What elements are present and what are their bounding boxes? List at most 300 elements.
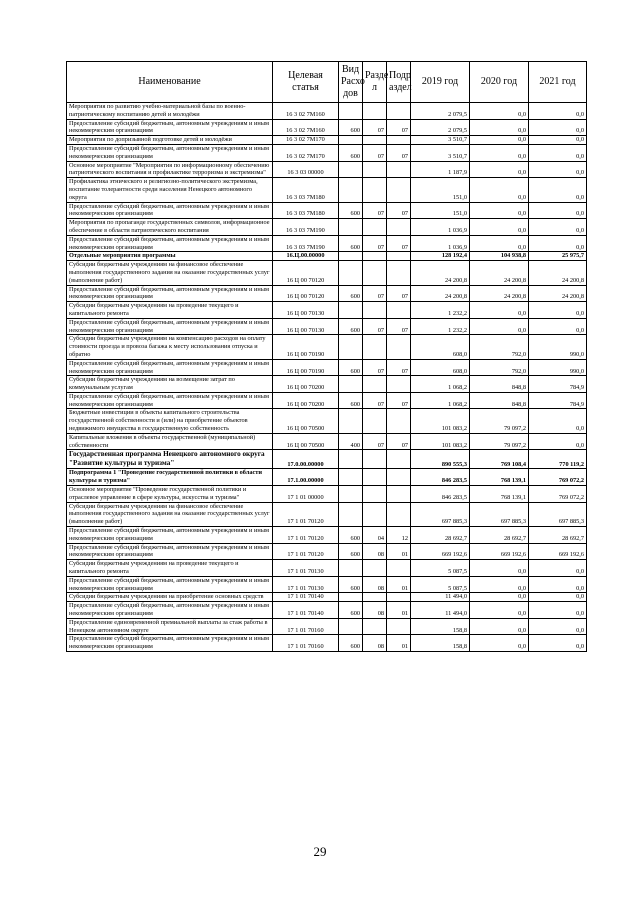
amount-2020-cell: 0,0	[470, 593, 529, 602]
budget-table	[66, 61, 587, 652]
amount-2019-cell: 158,8	[411, 635, 470, 652]
amount-2021-cell: 0,0	[529, 219, 587, 236]
budget-table-container	[66, 61, 586, 652]
row-name-cell: Субсидии бюджетным учреждениям на финансовое обеспечение выполнения государственного задания на оказание государственных услуг (выполнение работ)	[67, 502, 273, 526]
expense-type-cell: 600	[339, 318, 363, 335]
table-row	[67, 502, 587, 526]
subsection-cell: 12	[387, 527, 411, 544]
amount-2021-cell: 769 072,2	[529, 469, 587, 486]
expense-type-cell: 600	[339, 202, 363, 219]
table-row	[67, 543, 587, 560]
subsection-cell: 07	[387, 433, 411, 450]
amount-2019-cell: 11 494,0	[411, 602, 470, 619]
amount-2021-cell: 24 200,8	[529, 285, 587, 302]
amount-2021-cell: 770 119,2	[529, 450, 587, 469]
table-row	[67, 252, 587, 261]
table-row	[67, 261, 587, 285]
row-name-cell: Предоставление единовременной премиальной выплаты за стаж работы в Ненецком автономном округе	[67, 618, 273, 635]
table-row	[67, 593, 587, 602]
amount-2019-cell: 128 192,4	[411, 252, 470, 261]
table-row	[67, 486, 587, 503]
expense-type-cell	[339, 261, 363, 285]
amount-2019-cell: 151,0	[411, 178, 470, 202]
expense-type-cell	[339, 302, 363, 319]
row-name-cell: Капитальные вложения в объекты государственной (муниципальной) собственности	[67, 433, 273, 450]
amount-2021-cell: 0,0	[529, 602, 587, 619]
amount-2020-cell: 0,0	[470, 178, 529, 202]
target-article-cell: 17 1 01 70160	[273, 618, 339, 635]
expense-type-cell: 600	[339, 359, 363, 376]
row-name-cell: Предоставление субсидий бюджетным, автономным учреждениям и иным некоммерческим организациям	[67, 359, 273, 376]
expense-type-cell	[339, 502, 363, 526]
expense-type-cell	[339, 409, 363, 433]
row-name-cell: Субсидии бюджетным учреждениям на финансовое обеспечение выполнения государственного задания на оказание государственных услуг (выполнение работ)	[67, 261, 273, 285]
amount-2021-cell: 669 192,6	[529, 543, 587, 560]
table-row	[67, 602, 587, 619]
amount-2021-cell: 0,0	[529, 178, 587, 202]
subsection-cell	[387, 103, 411, 120]
amount-2019-cell: 158,8	[411, 618, 470, 635]
subsection-cell: 01	[387, 543, 411, 560]
amount-2020-cell: 768 139,1	[470, 469, 529, 486]
expense-type-cell: 600	[339, 635, 363, 652]
amount-2020-cell: 792,0	[470, 335, 529, 359]
target-article-cell: 16 Ц 00 70190	[273, 335, 339, 359]
header-year-2021: 2021 год	[529, 62, 587, 103]
expense-type-cell: 600	[339, 285, 363, 302]
expense-type-cell	[339, 252, 363, 261]
amount-2019-cell: 101 083,2	[411, 409, 470, 433]
header-target-article: Целевая статья	[273, 62, 339, 103]
target-article-cell: 16 3 03 7М180	[273, 178, 339, 202]
amount-2019-cell: 697 885,3	[411, 502, 470, 526]
section-cell	[363, 161, 387, 178]
expense-type-cell	[339, 219, 363, 236]
amount-2020-cell: 0,0	[470, 302, 529, 319]
section-cell: 07	[363, 285, 387, 302]
target-article-cell: 17 1 01 70130	[273, 560, 339, 577]
row-name-cell: Субсидии бюджетным учреждениям на проведение текущего и капитального ремонта	[67, 560, 273, 577]
amount-2020-cell: 0,0	[470, 235, 529, 252]
section-cell: 07	[363, 144, 387, 161]
amount-2021-cell: 0,0	[529, 318, 587, 335]
amount-2019-cell: 28 692,7	[411, 527, 470, 544]
amount-2021-cell: 0,0	[529, 433, 587, 450]
table-row	[67, 576, 587, 593]
expense-type-cell: 600	[339, 144, 363, 161]
expense-type-cell	[339, 178, 363, 202]
amount-2021-cell: 697 885,3	[529, 502, 587, 526]
row-name-cell: Предоставление субсидий бюджетным, автономным учреждениям и иным некоммерческим организациям	[67, 392, 273, 409]
row-name-cell: Государственная программа Ненецкого автономного округа "Развитие культуры и туризма"	[67, 450, 273, 469]
amount-2021-cell: 0,0	[529, 593, 587, 602]
target-article-cell: 16 3 02 7М170	[273, 136, 339, 145]
amount-2020-cell: 768 139,1	[470, 486, 529, 503]
target-article-cell: 16 3 03 7М180	[273, 202, 339, 219]
row-name-cell: Профилактика этнического и религиозно-политического экстремизма, воспитание толерантности среди населения Ненецкого автономного округа	[67, 178, 273, 202]
subsection-cell: 07	[387, 392, 411, 409]
section-cell: 07	[363, 392, 387, 409]
table-row	[67, 392, 587, 409]
section-cell: 07	[363, 202, 387, 219]
amount-2021-cell: 24 200,8	[529, 261, 587, 285]
row-name-cell: Предоставление субсидий бюджетным, автономным учреждениям и иным некоммерческим организациям	[67, 119, 273, 136]
subsection-cell	[387, 593, 411, 602]
amount-2020-cell: 28 692,7	[470, 527, 529, 544]
expense-type-cell: 600	[339, 602, 363, 619]
amount-2020-cell: 0,0	[470, 318, 529, 335]
expense-type-cell: 600	[339, 235, 363, 252]
section-cell: 08	[363, 602, 387, 619]
amount-2020-cell: 697 885,3	[470, 502, 529, 526]
subsection-cell	[387, 376, 411, 393]
amount-2020-cell: 792,0	[470, 359, 529, 376]
table-row	[67, 469, 587, 486]
row-name-cell: Отдельные мероприятия программы	[67, 252, 273, 261]
amount-2020-cell: 669 192,6	[470, 543, 529, 560]
row-name-cell: Мероприятия по пропаганде государственных символов, информационное обеспечение в области патриотического воспитания	[67, 219, 273, 236]
expense-type-cell	[339, 593, 363, 602]
amount-2019-cell: 24 200,8	[411, 261, 470, 285]
amount-2019-cell: 608,0	[411, 359, 470, 376]
amount-2019-cell: 5 087,5	[411, 560, 470, 577]
subsection-cell	[387, 252, 411, 261]
section-cell	[363, 593, 387, 602]
target-article-cell: 17 1 01 70140	[273, 602, 339, 619]
amount-2021-cell: 25 975,7	[529, 252, 587, 261]
header-expense-type: Вид Расхо дов	[339, 62, 363, 103]
amount-2021-cell: 0,0	[529, 235, 587, 252]
table-row	[67, 409, 587, 433]
target-article-cell: 17 1 01 70120	[273, 502, 339, 526]
amount-2019-cell: 890 555,3	[411, 450, 470, 469]
subsection-cell: 07	[387, 318, 411, 335]
amount-2020-cell: 0,0	[470, 161, 529, 178]
section-cell	[363, 335, 387, 359]
subsection-cell	[387, 409, 411, 433]
target-article-cell: 16 Ц 00 70190	[273, 359, 339, 376]
section-cell	[363, 136, 387, 145]
section-cell: 07	[363, 359, 387, 376]
section-cell	[363, 302, 387, 319]
expense-type-cell	[339, 560, 363, 577]
target-article-cell: 17 1 01 70130	[273, 576, 339, 593]
table-row	[67, 144, 587, 161]
target-article-cell: 16 Ц 00 70200	[273, 392, 339, 409]
header-year-2019: 2019 год	[411, 62, 470, 103]
amount-2019-cell: 2 079,5	[411, 119, 470, 136]
subsection-cell: 07	[387, 235, 411, 252]
table-row	[67, 359, 587, 376]
row-name-cell: Предоставление субсидий бюджетным, автономным учреждениям и иным некоммерческим организациям	[67, 602, 273, 619]
amount-2021-cell: 990,0	[529, 335, 587, 359]
subsection-cell: 07	[387, 285, 411, 302]
expense-type-cell	[339, 618, 363, 635]
expense-type-cell: 600	[339, 119, 363, 136]
amount-2020-cell: 769 108,4	[470, 450, 529, 469]
row-name-cell: Предоставление субсидий бюджетным, автономным учреждениям и иным некоммерческим организациям	[67, 235, 273, 252]
expense-type-cell	[339, 469, 363, 486]
amount-2019-cell: 1 187,9	[411, 161, 470, 178]
amount-2019-cell: 846 283,5	[411, 469, 470, 486]
section-cell	[363, 103, 387, 120]
expense-type-cell	[339, 335, 363, 359]
subsection-cell	[387, 261, 411, 285]
amount-2021-cell: 0,0	[529, 560, 587, 577]
amount-2019-cell: 1 232,2	[411, 318, 470, 335]
amount-2021-cell: 990,0	[529, 359, 587, 376]
target-article-cell: 16.Ц.00.00000	[273, 252, 339, 261]
amount-2019-cell: 1 036,9	[411, 235, 470, 252]
target-article-cell: 16 3 03 00000	[273, 161, 339, 178]
subsection-cell	[387, 502, 411, 526]
amount-2019-cell: 101 083,2	[411, 433, 470, 450]
expense-type-cell	[339, 450, 363, 469]
target-article-cell: 17 1 01 70140	[273, 593, 339, 602]
amount-2021-cell: 0,0	[529, 103, 587, 120]
target-article-cell: 16 Ц 00 70200	[273, 376, 339, 393]
target-article-cell: 16 Ц 00 70130	[273, 318, 339, 335]
amount-2020-cell: 0,0	[470, 576, 529, 593]
section-cell: 08	[363, 543, 387, 560]
table-row	[67, 433, 587, 450]
section-cell	[363, 409, 387, 433]
subsection-cell: 07	[387, 202, 411, 219]
section-cell	[363, 502, 387, 526]
expense-type-cell	[339, 103, 363, 120]
subsection-cell	[387, 618, 411, 635]
table-row	[67, 527, 587, 544]
table-row	[67, 136, 587, 145]
expense-type-cell: 600	[339, 527, 363, 544]
amount-2021-cell: 784,9	[529, 392, 587, 409]
expense-type-cell	[339, 486, 363, 503]
subsection-cell	[387, 469, 411, 486]
amount-2020-cell: 0,0	[470, 635, 529, 652]
amount-2020-cell: 0,0	[470, 103, 529, 120]
target-article-cell: 16 3 03 7М190	[273, 235, 339, 252]
amount-2019-cell: 151,0	[411, 202, 470, 219]
amount-2020-cell: 0,0	[470, 219, 529, 236]
expense-type-cell	[339, 376, 363, 393]
row-name-cell: Субсидии бюджетным учреждениям на возмещение затрат по коммунальным услугам	[67, 376, 273, 393]
table-row	[67, 450, 587, 469]
page-number: 29	[313, 844, 327, 859]
row-name-cell: Предоставление субсидий бюджетным, автономным учреждениям и иным некоммерческим организациям	[67, 527, 273, 544]
amount-2020-cell: 24 200,8	[470, 285, 529, 302]
subsection-cell: 07	[387, 119, 411, 136]
subsection-cell	[387, 178, 411, 202]
row-name-cell: Предоставление субсидий бюджетным, автономным учреждениям и иным некоммерческим организациям	[67, 144, 273, 161]
amount-2020-cell: 0,0	[470, 119, 529, 136]
expense-type-cell: 600	[339, 392, 363, 409]
target-article-cell: 17 1 01 70160	[273, 635, 339, 652]
table-row	[67, 103, 587, 120]
section-cell: 08	[363, 576, 387, 593]
expense-type-cell: 400	[339, 433, 363, 450]
table-row	[67, 178, 587, 202]
amount-2019-cell: 3 510,7	[411, 136, 470, 145]
target-article-cell: 16 Ц 00 70500	[273, 409, 339, 433]
subsection-cell	[387, 560, 411, 577]
amount-2020-cell: 848,8	[470, 376, 529, 393]
target-article-cell: 16 Ц 00 70500	[273, 433, 339, 450]
amount-2019-cell: 846 283,5	[411, 486, 470, 503]
amount-2021-cell: 0,0	[529, 302, 587, 319]
header-subsection: Подр аздел	[387, 62, 411, 103]
row-name-cell: Предоставление субсидий бюджетным, автономным учреждениям и иным некоммерческим организациям	[67, 202, 273, 219]
amount-2021-cell: 0,0	[529, 136, 587, 145]
row-name-cell: Предоставление субсидий бюджетным, автономным учреждениям и иным некоммерческим организациям	[67, 576, 273, 593]
amount-2020-cell: 848,8	[470, 392, 529, 409]
amount-2020-cell: 0,0	[470, 618, 529, 635]
subsection-cell: 01	[387, 602, 411, 619]
target-article-cell: 16 3 02 7М170	[273, 144, 339, 161]
section-cell	[363, 261, 387, 285]
amount-2021-cell: 784,9	[529, 376, 587, 393]
amount-2020-cell: 79 097,2	[470, 409, 529, 433]
amount-2019-cell: 2 079,5	[411, 103, 470, 120]
amount-2019-cell: 1 036,9	[411, 219, 470, 236]
amount-2020-cell: 0,0	[470, 202, 529, 219]
section-cell	[363, 560, 387, 577]
amount-2019-cell: 608,0	[411, 335, 470, 359]
amount-2019-cell: 5 087,5	[411, 576, 470, 593]
section-cell: 07	[363, 433, 387, 450]
subsection-cell: 07	[387, 144, 411, 161]
amount-2020-cell: 0,0	[470, 560, 529, 577]
amount-2021-cell: 0,0	[529, 576, 587, 593]
section-cell: 07	[363, 318, 387, 335]
table-row	[67, 618, 587, 635]
subsection-cell	[387, 161, 411, 178]
target-article-cell: 17 1 01 00000	[273, 486, 339, 503]
amount-2019-cell: 1 068,2	[411, 392, 470, 409]
row-name-cell: Предоставление субсидий бюджетным, автономным учреждениям и иным некоммерческим организациям	[67, 635, 273, 652]
amount-2019-cell: 24 200,8	[411, 285, 470, 302]
amount-2021-cell: 28 692,7	[529, 527, 587, 544]
section-cell	[363, 376, 387, 393]
table-row	[67, 376, 587, 393]
row-name-cell: Основное мероприятие "Мероприятия по информационному обеспечению патриотического воспитания и профилактике терроризма и экстремизма"	[67, 161, 273, 178]
target-article-cell: 17.0.00.00000	[273, 450, 339, 469]
expense-type-cell: 600	[339, 543, 363, 560]
target-article-cell: 16 3 02 7М160	[273, 103, 339, 120]
table-row	[67, 219, 587, 236]
row-name-cell: Основное мероприятие "Проведение государственной политики и отраслевое управление в сфере культуры, искусства и туризма"	[67, 486, 273, 503]
amount-2019-cell: 669 192,6	[411, 543, 470, 560]
section-cell	[363, 486, 387, 503]
row-name-cell: Мероприятия по развитию учебно-материальной базы по военно-патриотическому воспитанию детей и молодёжи	[67, 103, 273, 120]
target-article-cell: 16 Ц 00 70130	[273, 302, 339, 319]
section-cell	[363, 469, 387, 486]
subsection-cell	[387, 136, 411, 145]
amount-2020-cell: 0,0	[470, 136, 529, 145]
amount-2020-cell: 0,0	[470, 144, 529, 161]
table-header-row	[67, 62, 587, 103]
subsection-cell	[387, 219, 411, 236]
subsection-cell: 01	[387, 576, 411, 593]
subsection-cell: 01	[387, 635, 411, 652]
header-name: Наименование	[67, 62, 273, 103]
amount-2021-cell: 0,0	[529, 119, 587, 136]
amount-2020-cell: 79 097,2	[470, 433, 529, 450]
row-name-cell: Субсидии бюджетным учреждениям на приобретение основных средств	[67, 593, 273, 602]
expense-type-cell	[339, 136, 363, 145]
table-row	[67, 285, 587, 302]
table-row	[67, 560, 587, 577]
row-name-cell: Предоставление субсидий бюджетным, автономным учреждениям и иным некоммерческим организациям	[67, 285, 273, 302]
row-name-cell: Мероприятия по допризывной подготовке детей и молодёжи	[67, 136, 273, 145]
amount-2020-cell: 24 200,8	[470, 261, 529, 285]
row-name-cell: Бюджетные инвестиции в объекты капитального строительства государственной собственности и (или) на приобретение объектов недвижимого имущества в государственную собственность	[67, 409, 273, 433]
amount-2021-cell: 0,0	[529, 202, 587, 219]
target-article-cell: 17 1 01 70120	[273, 527, 339, 544]
amount-2021-cell: 0,0	[529, 409, 587, 433]
amount-2019-cell: 1 068,2	[411, 376, 470, 393]
table-row	[67, 119, 587, 136]
row-name-cell: Предоставление субсидий бюджетным, автономным учреждениям и иным некоммерческим организациям	[67, 543, 273, 560]
table-row	[67, 161, 587, 178]
amount-2020-cell: 104 938,8	[470, 252, 529, 261]
subsection-cell	[387, 450, 411, 469]
amount-2021-cell: 769 072,2	[529, 486, 587, 503]
amount-2021-cell: 0,0	[529, 144, 587, 161]
section-cell: 04	[363, 527, 387, 544]
subsection-cell	[387, 302, 411, 319]
table-row	[67, 318, 587, 335]
target-article-cell: 17 1 01 70120	[273, 543, 339, 560]
header-year-2020: 2020 год	[470, 62, 529, 103]
amount-2019-cell: 11 494,0	[411, 593, 470, 602]
table-row	[67, 635, 587, 652]
row-name-cell: Подпрограмма 1 "Проведение государственной политики в области культуры и туризма"	[67, 469, 273, 486]
amount-2019-cell: 3 510,7	[411, 144, 470, 161]
section-cell	[363, 450, 387, 469]
table-row	[67, 235, 587, 252]
target-article-cell: 16 3 02 7М160	[273, 119, 339, 136]
amount-2021-cell: 0,0	[529, 161, 587, 178]
header-section: Разде л	[363, 62, 387, 103]
expense-type-cell	[339, 161, 363, 178]
section-cell	[363, 618, 387, 635]
subsection-cell	[387, 335, 411, 359]
amount-2019-cell: 1 232,2	[411, 302, 470, 319]
section-cell	[363, 178, 387, 202]
amount-2020-cell: 0,0	[470, 602, 529, 619]
expense-type-cell: 600	[339, 576, 363, 593]
target-article-cell: 16 Ц 00 70120	[273, 261, 339, 285]
subsection-cell	[387, 486, 411, 503]
table-row	[67, 302, 587, 319]
amount-2021-cell: 0,0	[529, 618, 587, 635]
amount-2021-cell: 0,0	[529, 635, 587, 652]
table-row	[67, 202, 587, 219]
target-article-cell: 17.1.00.00000	[273, 469, 339, 486]
table-row	[67, 335, 587, 359]
section-cell: 07	[363, 119, 387, 136]
section-cell: 07	[363, 235, 387, 252]
subsection-cell: 07	[387, 359, 411, 376]
section-cell: 08	[363, 635, 387, 652]
section-cell	[363, 219, 387, 236]
section-cell	[363, 252, 387, 261]
row-name-cell: Предоставление субсидий бюджетным, автономным учреждениям и иным некоммерческим организациям	[67, 318, 273, 335]
row-name-cell: Субсидии бюджетным учреждениям на проведение текущего и капитального ремонта	[67, 302, 273, 319]
row-name-cell: Субсидии бюджетным учреждениям на компенсацию расходов на оплату стоимости проезда и провоза багажа к месту использования отпуска и обратно	[67, 335, 273, 359]
target-article-cell: 16 Ц 00 70120	[273, 285, 339, 302]
target-article-cell: 16 3 03 7М190	[273, 219, 339, 236]
